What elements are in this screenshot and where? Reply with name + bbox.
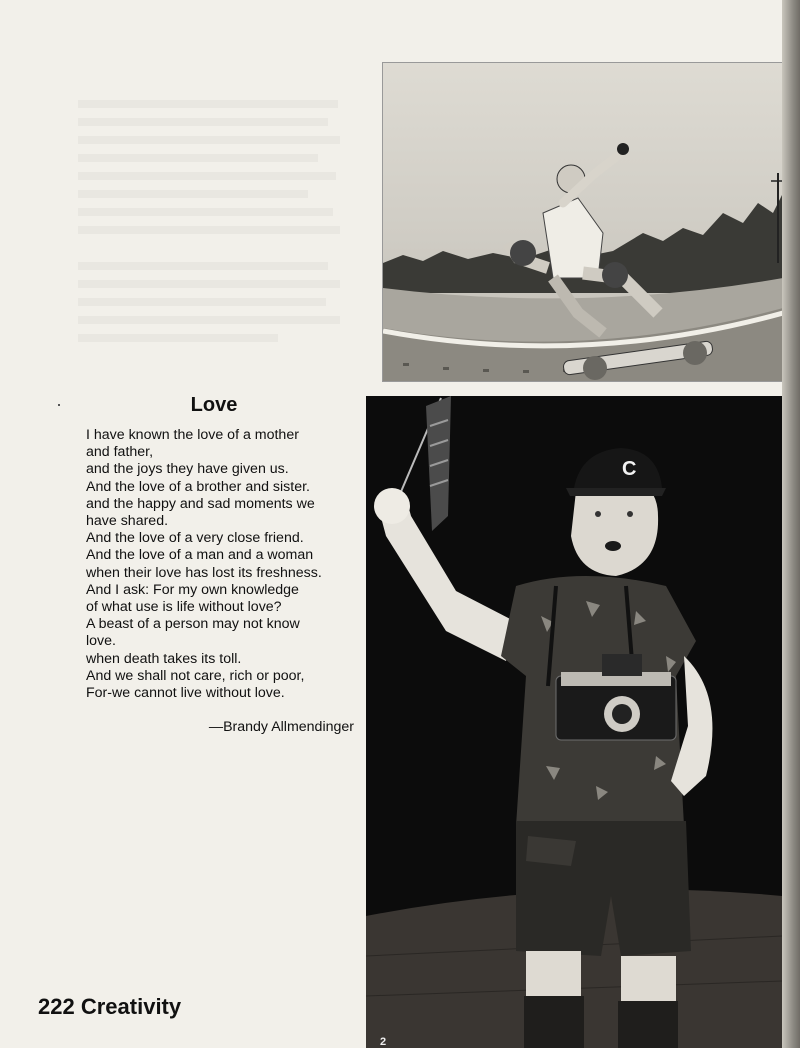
show-through-line [78,334,278,342]
poem-line: And the love of a brother and sister. [86,478,310,495]
cap-letter: C [622,458,637,480]
poem-line: A beast of a person may not know [86,616,300,633]
show-through-line [78,118,328,126]
binding-spine [782,0,800,1048]
poem-line: and the happy and sad moments we [86,495,315,512]
poem-line: For-we cannot live without love. [86,685,285,702]
show-through-line [78,316,340,324]
show-through-line [78,136,340,144]
poem-line: And the love of a man and a woman [86,547,314,564]
speck [58,404,60,406]
show-through-line [78,262,328,270]
poem-line: love. [86,633,116,650]
skateboarder-illustration [383,63,783,381]
poem-line: when their love has lost its freshness. [86,564,322,581]
show-through-line [78,298,326,306]
poem-body [86,427,366,702]
photo-number: 2 [380,1036,387,1048]
poem-line: and father, [86,444,154,461]
show-through-line [78,172,336,180]
statue-illustration [366,396,782,1048]
poem-line: when death takes its toll. [86,650,242,667]
show-through-line [78,190,308,198]
poem-line: have shared. [86,513,169,530]
skateboarder-photo [382,62,784,382]
poem-line: And the love of a very close friend. [86,530,304,547]
poem-line: of what use is life without love? [86,599,282,616]
show-through-line [78,100,338,108]
page-number: 222 [38,994,75,1019]
section-name: Creativity [80,994,182,1019]
poem-line: and the joys they have given us. [86,461,289,478]
poem-line: I have known the love of a mother [86,427,299,443]
show-through-heading [110,58,116,84]
poem-author: —Brandy Allmendinger [208,719,354,735]
statue-photo [366,396,782,1048]
poem-line: And I ask: For my own knowledge [86,581,299,598]
page-folio [38,994,181,1020]
poem-line: And we shall not care, rich or poor, [86,667,305,684]
show-through-line [78,280,340,288]
poem-title: Love [190,394,238,416]
show-through-line [78,208,333,216]
show-through-line [78,226,340,234]
show-through-line [78,154,318,162]
